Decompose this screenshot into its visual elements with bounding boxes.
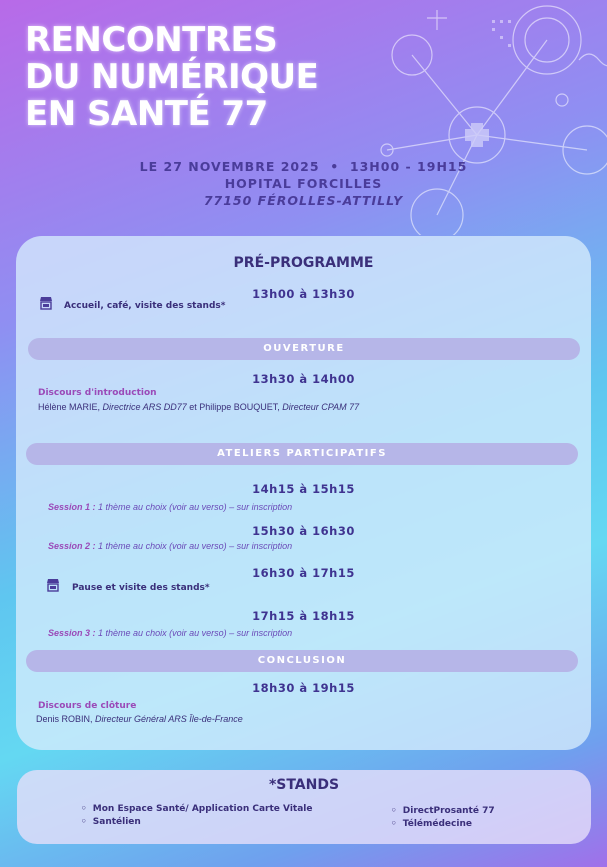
opening-subhead: Discours d'introduction <box>38 388 157 398</box>
stands-list-right <box>391 805 495 831</box>
conclusion-subhead: Discours de clôture <box>38 701 137 711</box>
title-line-2: DU NUMÉRIQUE <box>25 57 319 97</box>
title-line-3: EN SANTÉ 77 <box>25 94 268 134</box>
list-item: ◦ Mon Espace Santé/ Application Carte Vitale <box>81 803 312 816</box>
break-label: Pause et visite des stands* <box>72 583 210 593</box>
conclusion-speaker-line <box>36 714 243 724</box>
list-item: ◦ Santélien <box>81 816 312 829</box>
list-item: ◦ Télémédecine <box>391 818 495 831</box>
session1-desc: 1 thème au choix (voir au verso) – sur inscription <box>95 502 293 512</box>
session2-text <box>48 541 292 551</box>
session1-time: 14h15 à 15h15 <box>252 482 355 496</box>
stands-heading: *STANDS <box>268 777 340 793</box>
opening-role-1: Directrice ARS DD77 <box>102 402 187 412</box>
session2-label: Session 2 : <box>48 541 96 551</box>
conclusion-speaker: Denis ROBIN, <box>36 714 96 724</box>
event-date-time: LE 27 NOVEMBRE 2025 • 13H00 - 19H15 <box>139 159 468 174</box>
conclusion-time: 18h30 à 19h15 <box>252 681 355 695</box>
welcome-label: Accueil, café, visite des stands* <box>64 301 226 311</box>
stands-card <box>17 770 591 844</box>
conclusion-role: Directeur Général ARS Île-de-France <box>95 714 243 724</box>
event-venue: HOPITAL FORCILLES <box>224 176 383 191</box>
list-item: ◦ DirectProsanté 77 <box>391 805 495 818</box>
session3-label: Session 3 : <box>48 628 96 638</box>
break-time: 16h30 à 17h15 <box>252 566 355 580</box>
programme-card <box>16 236 591 750</box>
market-stand-icon <box>38 295 54 311</box>
workshops-bar: ATELIERS PARTICIPATIFS <box>26 443 578 465</box>
opening-and: et Philippe BOUQUET, <box>186 402 283 412</box>
session3-text <box>48 628 292 638</box>
conclusion-bar: CONCLUSION <box>26 650 578 672</box>
session3-desc: 1 thème au choix (voir au verso) – sur inscription <box>95 628 293 638</box>
programme-heading: PRÉ-PROGRAMME <box>233 255 374 271</box>
welcome-time: 13h00 à 13h30 <box>252 287 355 301</box>
event-title <box>25 22 318 133</box>
opening-time: 13h30 à 14h00 <box>252 372 355 386</box>
session2-time: 15h30 à 16h30 <box>252 524 355 538</box>
event-city: 77150 FÉROLLES-ATTILLY <box>203 193 404 208</box>
session3-time: 17h15 à 18h15 <box>252 609 355 623</box>
opening-role-2: Directeur CPAM 77 <box>282 402 360 412</box>
opening-speaker-1: Hélène MARIE, <box>38 402 103 412</box>
opening-speakers <box>38 402 359 412</box>
event-info <box>0 158 607 209</box>
session1-label: Session 1 : <box>48 502 96 512</box>
session1-text <box>48 502 292 512</box>
session2-desc: 1 thème au choix (voir au verso) – sur inscription <box>95 541 293 551</box>
market-stand-icon <box>45 577 61 593</box>
title-line-1: RENCONTRES <box>25 20 278 60</box>
opening-bar: OUVERTURE <box>28 338 580 360</box>
stands-list-left <box>81 803 312 829</box>
